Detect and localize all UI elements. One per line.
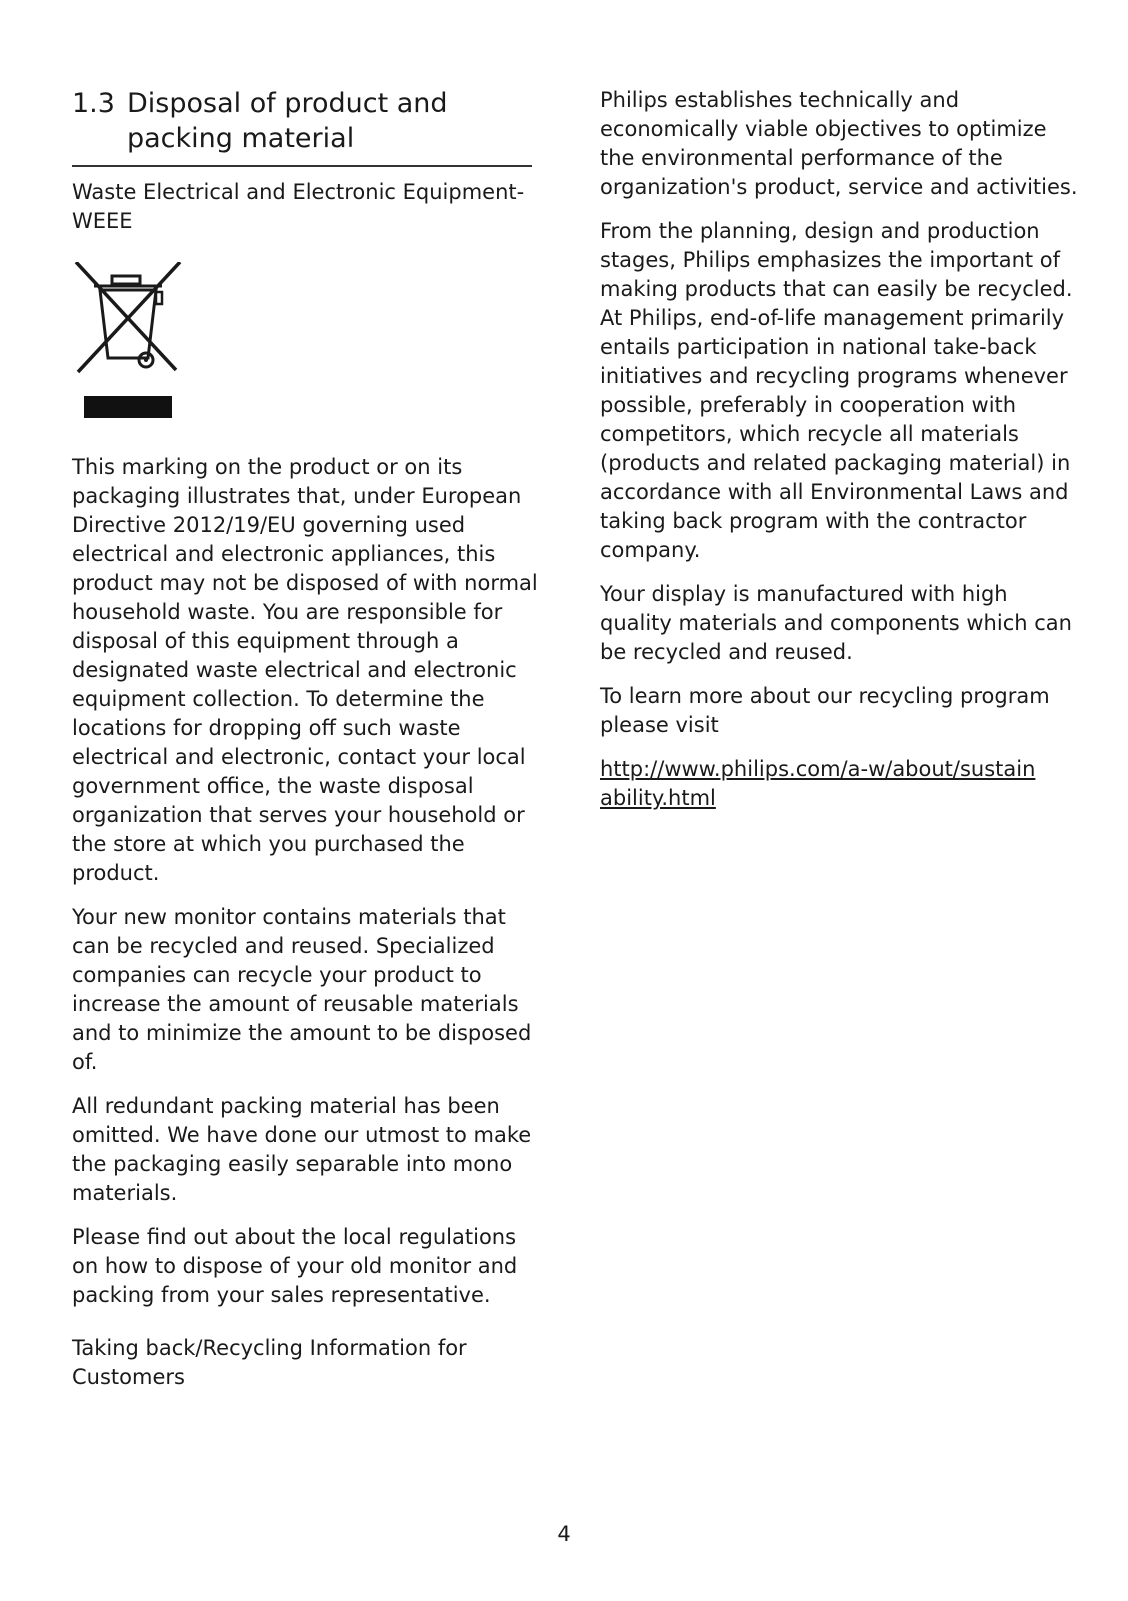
paragraph-learn-more: To learn more about our recycling program please visit: [600, 684, 1050, 737]
paragraph-local-regulations: Please find out about the local regulations on how to dispose of your old monitor and packing from your sales representative.: [72, 1225, 518, 1307]
heading-divider: [72, 165, 532, 167]
paragraph-objectives: Philips establishes technically and economically viable objectives to optimize the environmental performance of the organization's product, service and activities.: [600, 88, 1078, 199]
paragraph-end-of-life: From the planning, design and production stages, Philips emphasizes the important of making products that can easily be recycled. At Philips, end-of-life management primarily entails participation in national take-back initiatives and recycling programs whenever possible, preferably in cooperation with competitors, which recycle all materials (products and related packaging material) in accordance with all Environmental Laws and taking back program with the contractor company.: [600, 219, 1073, 562]
paragraph-recycling-info-heading: Taking back/Recycling Information for Customers: [72, 1336, 467, 1389]
section-title: Disposal of product and packing material: [127, 88, 448, 154]
section-heading: [72, 86, 532, 156]
crossed-out-wheelie-bin-icon: [72, 262, 184, 430]
paragraph-display-materials: Your display is manufactured with high quality materials and components which can be recycled and reused.: [600, 582, 1072, 664]
section-number: 1.3: [72, 88, 115, 119]
weee-subheading: Waste Electrical and Electronic Equipment-WEEE: [72, 180, 525, 233]
paragraph-weee-marking: This marking on the product or on its packaging illustrates that, under European Directive 2012/19/EU governing used electrical and electronic appliances, this product may not be disposed of with normal household waste. You are responsible for disposal of this equipment through a designated waste electrical and electronic equipment collection. To determine the locations for dropping off such waste electrical and electronic, contact your local government office, the waste disposal organization that serves your household or the store at which you purchased the product.: [72, 455, 538, 885]
paragraph-packing-material: All redundant packing material has been omitted. We have done our utmost to make the packaging easily separable into mono materials.: [72, 1094, 532, 1205]
page-number: 4: [557, 1522, 571, 1546]
sustainability-link[interactable]: http://www.philips.com/a-w/about/sustainability.html: [600, 757, 1036, 810]
right-text-flow: [600, 86, 1080, 813]
paragraph-recyclable-materials: Your new monitor contains materials that can be recycled and reused. Specialized companies can recycle your product to increase the amount of reusable materials and to minimize the amount to be disposed of.: [72, 905, 532, 1074]
left-text-flow: [72, 453, 542, 1407]
